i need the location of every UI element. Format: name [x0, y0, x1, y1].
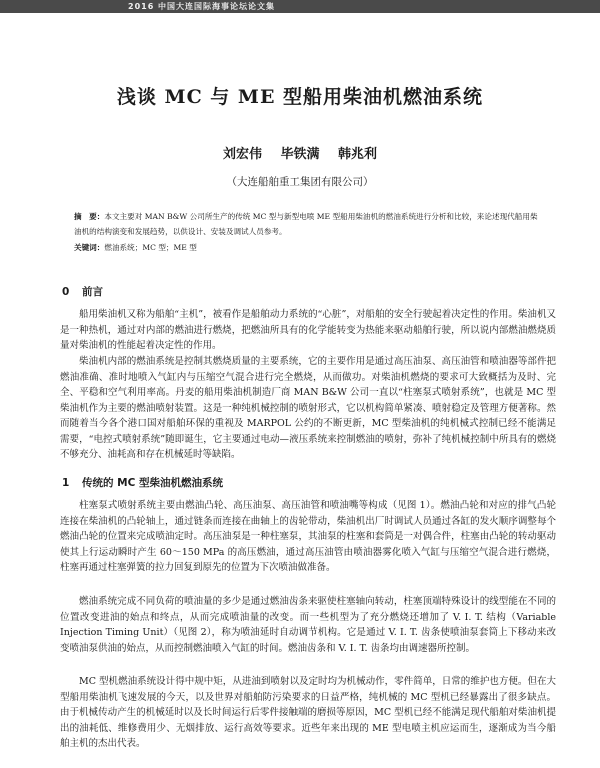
running-title: 2016 中国大连国际海事论坛论文集 — [128, 2, 276, 11]
paper-title: 浅谈 MC 与 ME 型船用柴油机燃油系统 — [116, 86, 484, 108]
abstract-label: 摘 要： — [74, 212, 105, 221]
abstract — [74, 209, 544, 239]
authors: 刘宏伟 毕铁满 韩兆利 — [222, 147, 378, 162]
section-number: 0 — [62, 286, 70, 298]
paragraph: 燃油系统完成不同负荷的喷油量的多少是通过燃油齿条来驱使柱塞轴向转动，柱塞顶端特殊设计的线型能在不同的位置改变进油的始点和终点，从而完成喷油量的改变。而一些机型为了充分燃烧还增加了 V. I. T. 结构（Variable Injection Timing Unit）（见图 2），称为喷油延时自动调节机构。它是通过 V. I. T. 齿条使喷油泵套筒上下移动来改变喷油泵供油的始点，从而控制燃油喷入气缸的时间。燃油齿条和 V. I. T. 齿条均由调速器所控制。 — [60, 596, 556, 654]
abstract-text: 本文主要对 MAN B&W 公司所生产的传统 MC 型与新型电喷 ME 型船用柴油机的燃油系统进行分析和比较，来论述现代船用柴油机的结构演变和发展趋势，以供设计、安装及调试人员参考。 — [74, 212, 538, 236]
section-heading-1 — [62, 475, 223, 490]
section-number: 1 — [62, 477, 70, 489]
affiliation: （大连船舶重工集团有限公司） — [226, 176, 374, 188]
paragraph: 柴油机内部的燃油系统是控制其燃烧质量的主要系统，它的主要作用是通过高压油泵、高压油管和喷油器等部件把燃油准确、准时地喷入气缸内与压缩空气混合进行完全燃烧，从而做功。对柴油机燃烧的要求可大致概括为及时、完全、平稳和空气利用率高。丹麦的船用柴油机制造厂商 MAN B&W 公司一直以“柱塞泵式喷射系统”，也就是 MC 型柴油机作为主要的燃油喷射装置。这是一种纯机械控制的喷射形式，它以机构简单紧凑、喷射稳定及管理方便著称。然而随着当今各个港口国对船舶环保的重视及 MARPOL 公约的不断更新，MC 型柴油机的纯机械式控制已经不能满足需要，“电控式喷射系统”随即诞生，它主要通过电动—液压系统来控制燃油的喷射，弥补了纯机械控制中所具有的燃烧不够充分、油耗高和存在机械延时等缺陷。 — [60, 356, 556, 460]
running-header — [0, 0, 600, 13]
section-title: 传统的 MC 型柴油机燃油系统 — [82, 477, 223, 489]
section-heading-0 — [62, 284, 103, 299]
paragraph: 柱塞泵式喷射系统主要由燃油凸轮、高压油泵、高压油管和喷油嘴等构成（见图 1）。燃油凸轮和对应的排气凸轮连接在柴油机的凸轮轴上，通过链条而连接在曲轴上的齿轮带动，柴油机出厂时调试人员通过各缸的发火顺序调整每个燃油凸轮的位置来完成喷油定时。高压油泵是一种柱塞泵，其油泵的柱塞和套筒是一对偶合件，柱塞由凸轮的转动驱动使其上行运动瞬时产生 60～150 MPa 的高压燃油，通过高压油管由喷油器雾化喷入气缸与压缩空气混合进行燃烧，柱塞再通过柱塞弹簧的拉力回复到原先的位置为下次喷油做准备。 — [60, 500, 556, 573]
keywords-text: 燃油系统；MC 型；ME 型 — [104, 243, 197, 252]
keywords — [74, 242, 544, 253]
keywords-label: 关键词： — [74, 243, 105, 252]
paragraph: MC 型机燃油系统设计得中规中矩，从进油到喷射以及定时均为机械动作，零件简单，日常的维护也方便。但在大型船用柴油机飞速发展的今天，以及世界对船舶防污染要求的日益严格，纯机械的 MC 型机已经暴露出了很多缺点。由于机械传动产生的机械延时以及长时间运行后零件接触端的磨损等原因，MC 型机已经不能满足现代船舶对柴油机提出的油耗低、维修费用少、无烟排放、运行高效等要求。近些年来出现的 ME 型电喷主机应运而生，逐渐成为当今船舶主机的杰出代表。 — [60, 676, 556, 749]
section-title: 前言 — [82, 286, 103, 298]
paragraph: 船用柴油机又称为船舶“主机”，被看作是船舶动力系统的“心脏”，对船舶的安全行驶起着决定性的作用。柴油机又是一种热机，通过对内部的燃油进行燃烧，把燃油所具有的化学能转变为热能来驱动船舶行驶，所以说内部燃油燃烧质量对柴油机的性能起着决定性的作用。 — [60, 309, 556, 351]
